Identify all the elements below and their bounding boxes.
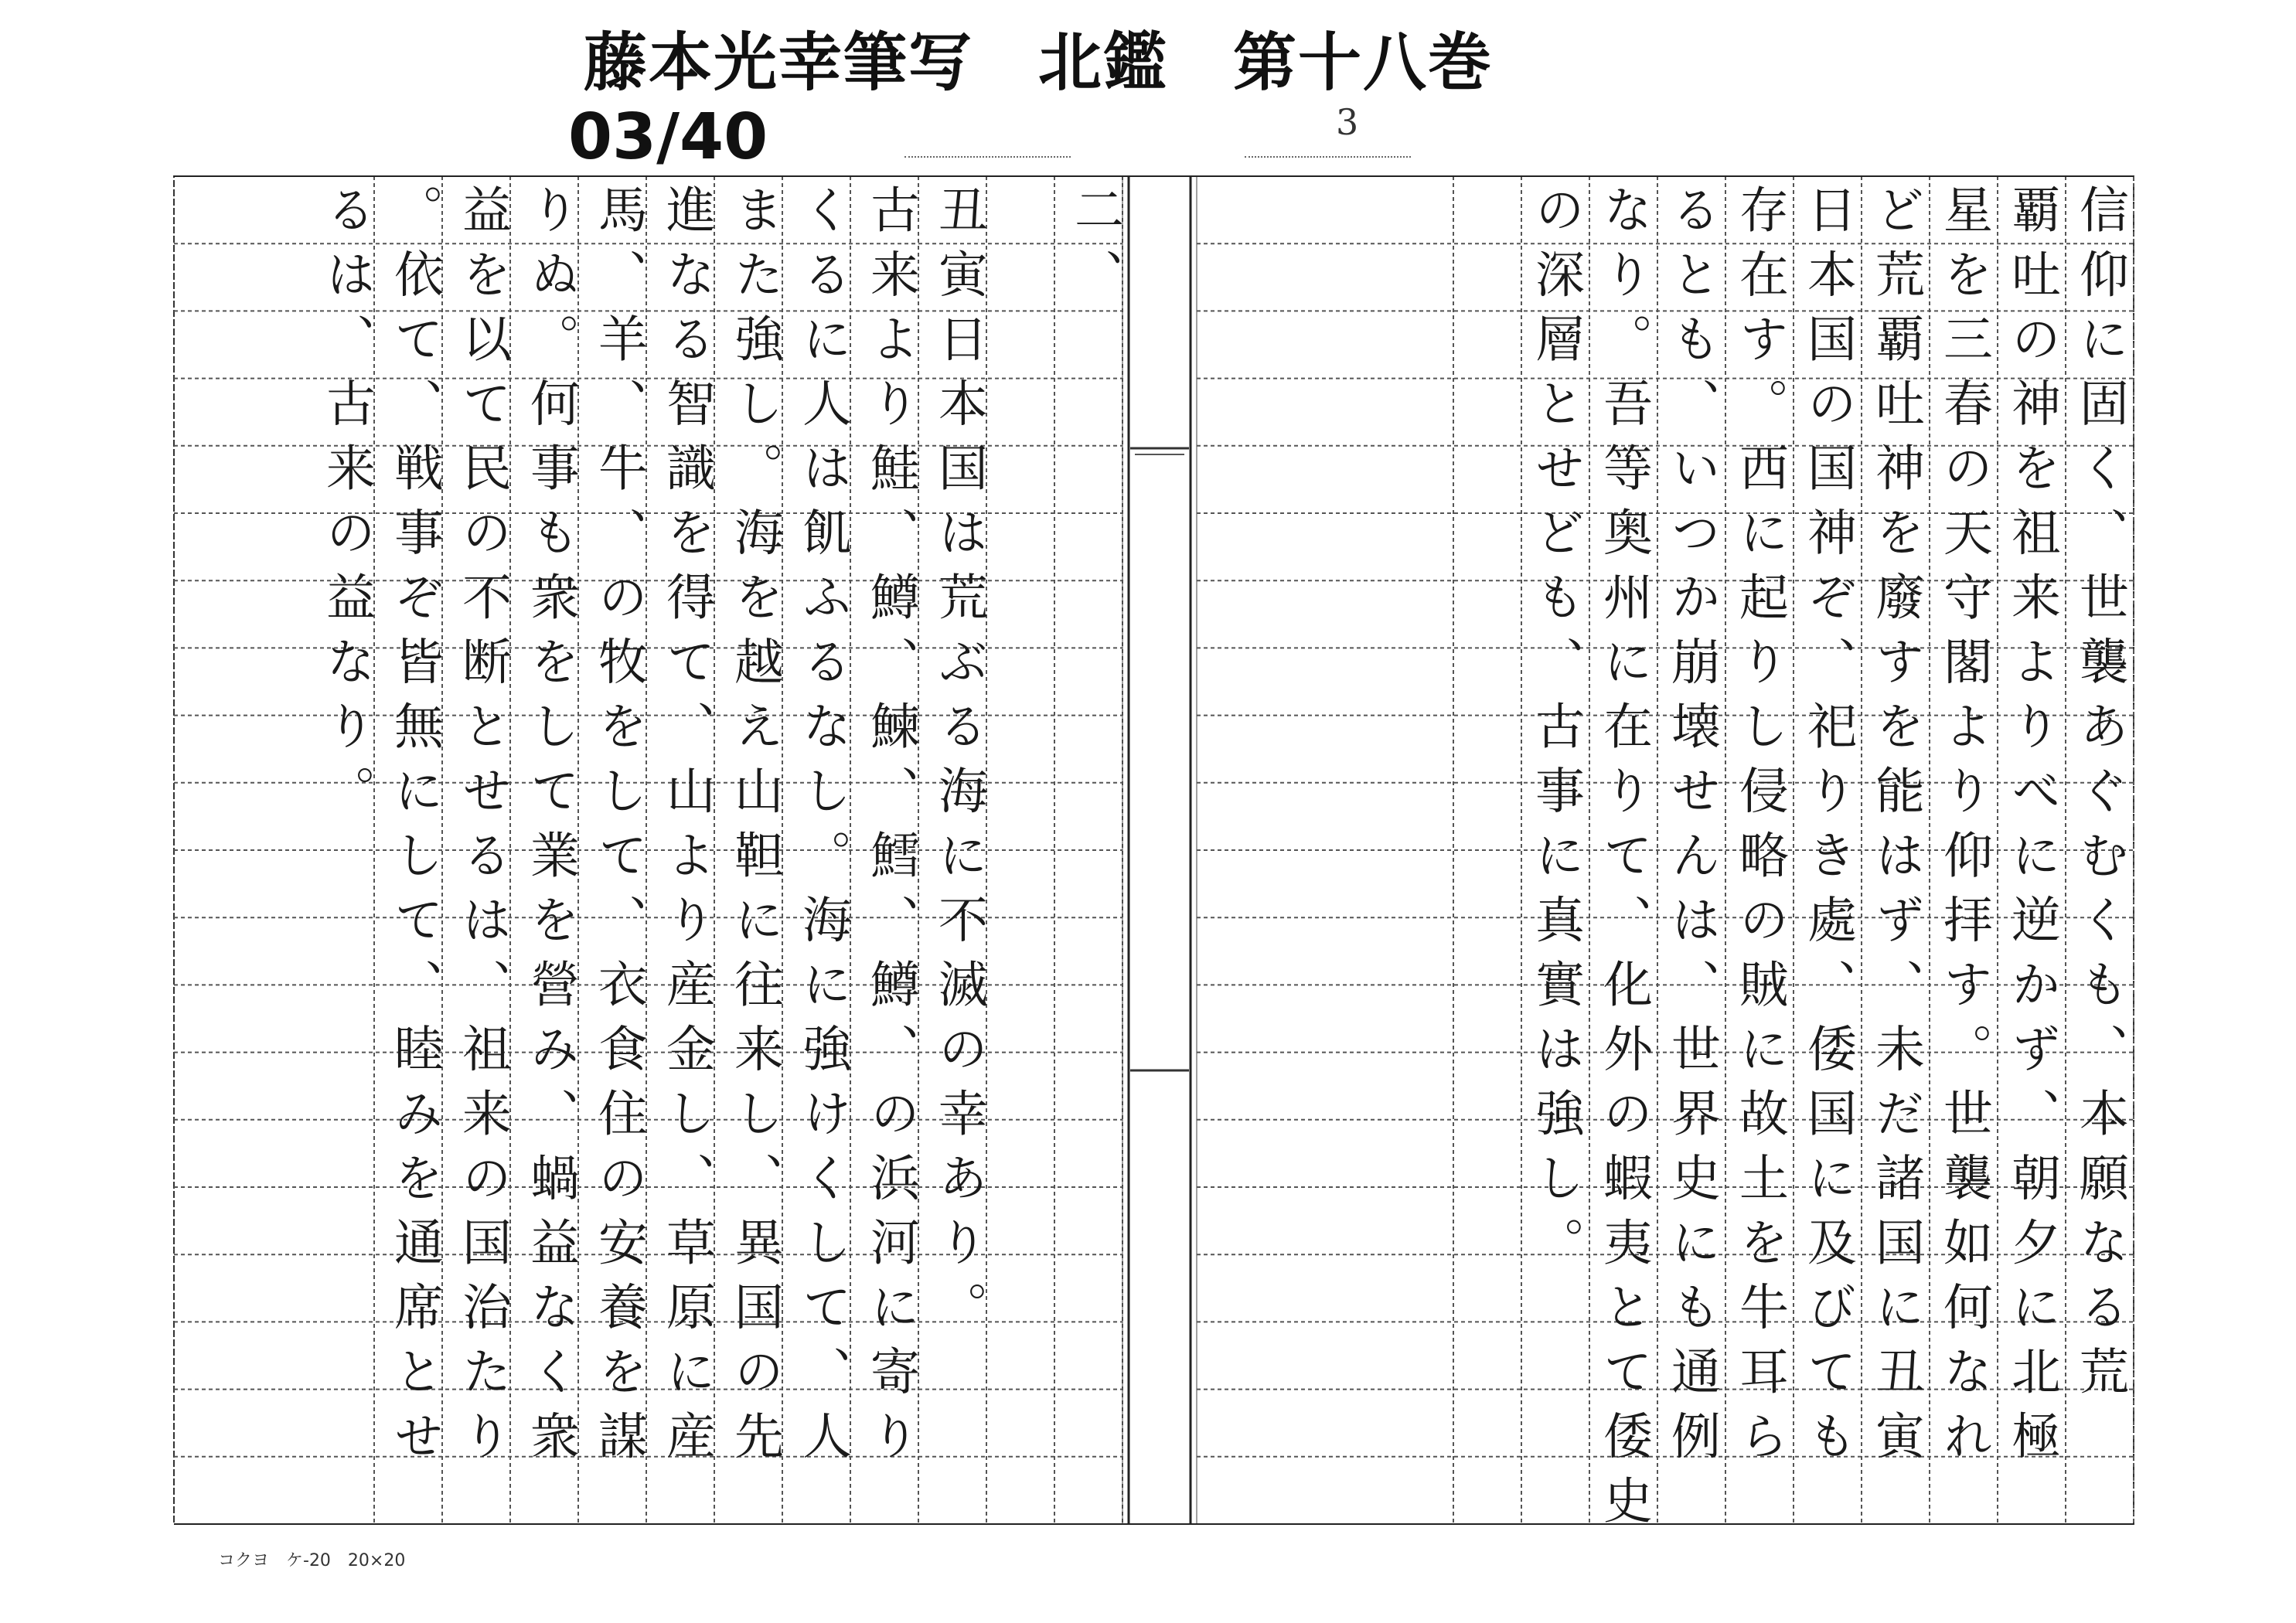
page-number: 03/40 [568, 100, 768, 174]
text-column: 存在す。西に起りし侵略の賊に故土を牛耳ら [1731, 184, 1788, 1475]
text-column: 星を三春の天守閣より仰拝す。世襲如何なれ [1935, 184, 1992, 1475]
text-column: 。依て、戦事ぞ皆無にして、睦みを通席とせ [386, 184, 443, 1475]
text-column: 覇吐の神を祖来よりべに逆かず、朝夕に北極 [2003, 184, 2060, 1475]
text-column: 進なる智識を得て、山より産金し、草原に産 [658, 184, 715, 1475]
text-column: るは、古来の益なり。 [318, 184, 375, 829]
text-column: りぬ。何事も衆をして業を營み、蝸益なく衆 [522, 184, 579, 1475]
text-column: くるに人は飢ふるなし。海に強けくして、人 [794, 184, 851, 1475]
paper-brand-label: コクヨ ケ-20 20×20 [218, 1551, 406, 1570]
pencil-page-mark: 3 [1336, 101, 1359, 143]
text-column: の深層とせども、古事に真實は強し。 [1527, 184, 1584, 1281]
text-column: 益を以て民の不断とせるは、祖来の国治たり [454, 184, 511, 1475]
text-column: また強し。海を越え山靼に往来し、異国の先 [726, 184, 783, 1475]
page-title: 藤本光幸筆写 北鑑 第十八巻 [584, 26, 1494, 100]
text-column: 信仰に固く、世襲あぐむくも、本願なる荒 [2071, 184, 2128, 1410]
text-column: なり。吾等奥州に在りて、化外の蝦夷とて倭史 [1595, 184, 1652, 1540]
text-column: るとも、いつか崩壊せんは、世界史にも通例 [1663, 184, 1720, 1475]
text-column: 馬、羊、牛、の牧をして、衣食住の安養を謀 [590, 184, 647, 1475]
text-column: ど荒覇吐神を廢すを能はず、未だ諸国に丑寅 [1867, 184, 1924, 1475]
text-column: 古来より鮭、鱒、鰊、鱈、鱒、の浜河に寄り [862, 184, 919, 1475]
text-column: 丑寅日本国は荒ぶる海に不滅の幸あり。 [930, 184, 987, 1346]
text-column: 二、 [1066, 184, 1123, 313]
text-column: 日本国の国神ぞ、祀りき處、倭国に及びても [1799, 184, 1856, 1475]
